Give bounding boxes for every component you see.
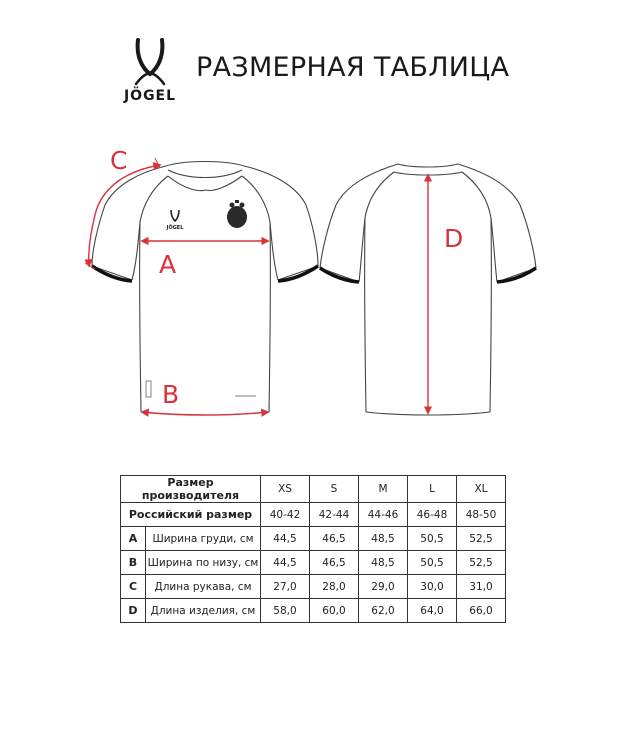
measure-name: Длина изделия, см xyxy=(146,599,261,623)
measure-value: 30,0 xyxy=(408,575,457,599)
measure-value: 50,5 xyxy=(408,527,457,551)
measure-code: A xyxy=(121,527,146,551)
measure-value: 62,0 xyxy=(359,599,408,623)
size-tag xyxy=(146,381,151,397)
manufacturer-size-label: Размер производителя xyxy=(121,476,261,503)
label-a: A xyxy=(159,250,177,279)
measure-value: 58,0 xyxy=(261,599,310,623)
crest-icon xyxy=(227,200,247,228)
measure-value: 48,5 xyxy=(359,527,408,551)
brand-name: JÖGEL xyxy=(123,88,177,104)
measure-name: Ширина по низу, см xyxy=(146,551,261,575)
measure-value: 28,0 xyxy=(310,575,359,599)
measure-b-arrow xyxy=(142,412,268,415)
chest-logo-icon xyxy=(166,210,185,231)
measure-code: C xyxy=(121,575,146,599)
measure-value: 52,5 xyxy=(457,527,506,551)
measure-value: 44,5 xyxy=(261,527,310,551)
label-b: B xyxy=(162,380,180,409)
russian-size-label: Российский размер xyxy=(121,503,261,527)
measure-value: 31,0 xyxy=(457,575,506,599)
measure-value: 66,0 xyxy=(457,599,506,623)
measure-value: 60,0 xyxy=(310,599,359,623)
measure-value: 50,5 xyxy=(408,551,457,575)
front-shirt-outline xyxy=(92,162,318,416)
size-m: M xyxy=(359,476,408,503)
svg-text:JÖGEL: JÖGEL xyxy=(166,225,184,231)
russian-size-row xyxy=(121,503,506,527)
measure-name: Длина рукава, см xyxy=(146,575,261,599)
measure-value: 52,5 xyxy=(457,551,506,575)
size-s: S xyxy=(310,476,359,503)
measure-value: 48,5 xyxy=(359,551,408,575)
ru-size: 44-46 xyxy=(359,503,408,527)
measure-value: 64,0 xyxy=(408,599,457,623)
measure-value: 46,5 xyxy=(310,527,359,551)
measure-value: 29,0 xyxy=(359,575,408,599)
measure-name: Ширина груди, см xyxy=(146,527,261,551)
size-xs: XS xyxy=(261,476,310,503)
measure-code: B xyxy=(121,551,146,575)
table-row xyxy=(121,527,506,551)
measure-c-arrow xyxy=(89,165,160,266)
measure-value: 46,5 xyxy=(310,551,359,575)
table-row xyxy=(121,575,506,599)
ru-size: 42-44 xyxy=(310,503,359,527)
ru-size: 46-48 xyxy=(408,503,457,527)
page-title: РАЗМЕРНАЯ ТАБЛИЦА xyxy=(196,52,510,83)
label-d: D xyxy=(444,224,464,253)
label-c: C xyxy=(110,146,128,175)
table-row xyxy=(121,599,506,623)
measure-value: 27,0 xyxy=(261,575,310,599)
manufacturer-size-row xyxy=(121,476,506,503)
measure-code: D xyxy=(121,599,146,623)
measure-value: 44,5 xyxy=(261,551,310,575)
size-l: L xyxy=(408,476,457,503)
table-row xyxy=(121,551,506,575)
ru-size: 40-42 xyxy=(261,503,310,527)
size-table xyxy=(120,475,506,623)
ru-size: 48-50 xyxy=(457,503,506,527)
size-xl: XL xyxy=(457,476,506,503)
